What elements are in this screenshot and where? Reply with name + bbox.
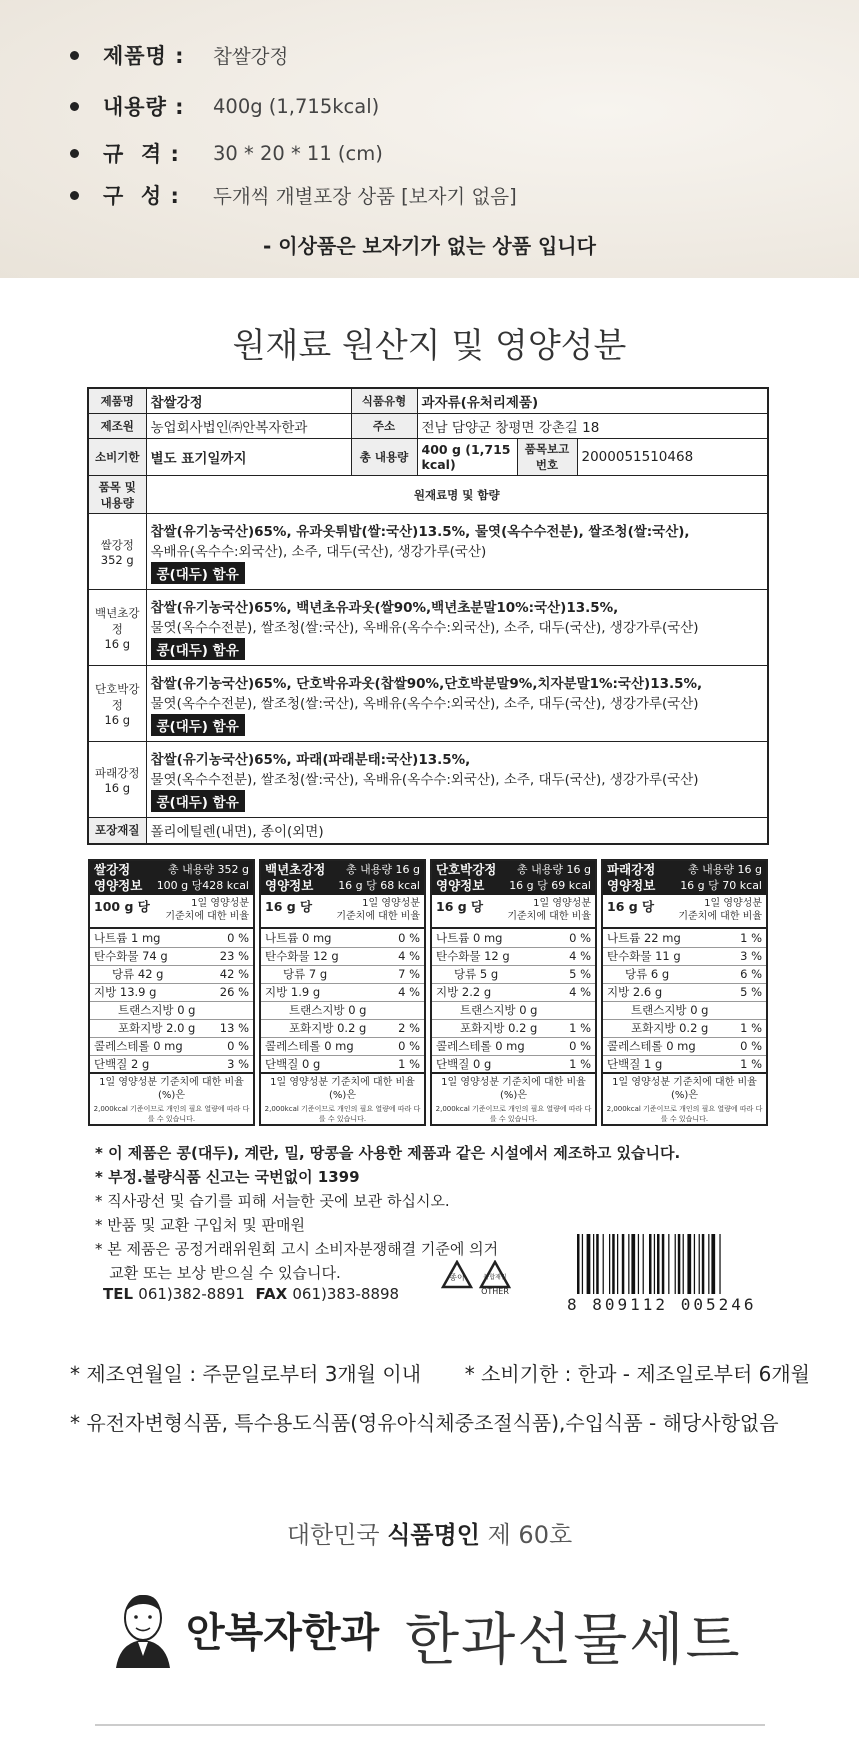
nutrient-name: 지방 13.9 g: [94, 985, 157, 1000]
ingredient-line: 물엿(옥수수전분), 쌀조청(쌀:국산), 옥배유(옥수수:외국산), 소주, 대두(국산), 생강가루(국산): [150, 695, 699, 712]
barcode-bar: [711, 1234, 715, 1294]
item-amount: 16 g: [104, 636, 131, 651]
recycle-paper-icon: [440, 1260, 474, 1283]
nutrition-total: 총 내용량 352 g: [168, 863, 249, 876]
nutrition-per: [261, 895, 424, 929]
barcode-bar: [582, 1234, 583, 1294]
bottom-divider: [95, 1724, 765, 1726]
nutrition-header: [432, 861, 595, 895]
nutrient-percent: 7 %: [398, 967, 420, 982]
nutrient-name: 탄수화물 11 g: [607, 949, 681, 964]
nutrition-panels: [88, 859, 768, 1126]
ingredient-line: 물엿(옥수수전분), 쌀조청(쌀:국산), 옥배유(옥수수:외국산), 소주, 대두(국산), 생강가루(국산): [150, 619, 699, 636]
product-name-label: 제품명 :: [103, 44, 185, 68]
brand-logo: [110, 1590, 379, 1668]
ingredient-line: 찹쌀(유기농국산)65%, 파래(파래분태:국산)13.5%,: [150, 751, 471, 768]
nutrient-name: 콜레스테롤 0 mg: [94, 1039, 183, 1054]
fax-number: 061)383-8898: [292, 1285, 400, 1303]
barcode-bar: [675, 1234, 676, 1294]
barcode-bar: [649, 1234, 652, 1294]
item-name: 단호박강정: [95, 681, 140, 712]
nutrient-name: 나트륨 0 mg: [265, 930, 332, 945]
nutrient-percent: 0 %: [569, 1039, 591, 1054]
recycle-other-top: 복합재질: [483, 1274, 507, 1281]
brand-wordmark: 안복자한과: [186, 1608, 380, 1656]
barcode-bar: [596, 1234, 599, 1294]
cell-label: 주소: [351, 414, 417, 439]
product-name-row: [70, 40, 288, 70]
nutrition-header: [603, 861, 766, 895]
nutrition-row: [432, 1002, 595, 1020]
nutrient-name: 당류 5 g: [454, 967, 499, 982]
nutrition-totals: [157, 862, 249, 894]
cell-label: 품목보고번호: [517, 439, 577, 476]
nutrition-row: [603, 1038, 766, 1056]
item-name: 백년초강정: [95, 605, 140, 636]
bullet-dot: [70, 191, 79, 200]
nutrient-percent: 1 %: [398, 1056, 420, 1071]
nutrient-percent: 26 %: [219, 985, 249, 1000]
allergen-badge: 콩(대두) 함유: [151, 638, 245, 660]
nutrient-percent: 0 %: [740, 1039, 762, 1054]
barcode-bar: [702, 1234, 705, 1294]
nutrient-name: 포화지방 2.0 g: [118, 1021, 196, 1036]
nutrition-row: [603, 1002, 766, 1020]
cell-label: 품목 및 내용량: [88, 476, 146, 514]
ingredients-header: 원재료명 및 함량: [146, 476, 768, 514]
nutrition-row: [90, 984, 253, 1002]
barcode-bar: [683, 1234, 684, 1294]
nutrient-name: 당류 42 g: [112, 967, 164, 982]
cell-expiry: 별도 표기일까지: [146, 439, 351, 476]
barcode-bar: [687, 1234, 691, 1294]
content-row: [70, 91, 379, 121]
barcode-bar: [631, 1234, 635, 1294]
nutrient-percent: 0 %: [569, 930, 591, 945]
nutrition-row: [90, 1038, 253, 1056]
nutrition-row: [90, 929, 253, 947]
nutrient-name: 단백질 0 g: [265, 1056, 321, 1071]
nutrient-percent: 4 %: [398, 949, 420, 964]
nutrition-row: [90, 948, 253, 966]
nutrient-percent: 3 %: [227, 1056, 249, 1071]
nutrition-title: 백년초강정 영양정보: [265, 862, 326, 893]
ingredient-cell: [146, 742, 768, 818]
nutrition-panel: [601, 859, 768, 1126]
nutrition-totals: [680, 862, 762, 894]
nutrition-row: [261, 1020, 424, 1038]
nutrient-name: 트랜스지방 0 g: [118, 1003, 196, 1018]
nutrient-percent: 0 %: [227, 930, 249, 945]
nutrient-percent: 5 %: [740, 985, 762, 1000]
barcode-bar: [719, 1234, 720, 1294]
note-line: 교환 또는 보상 받으실 수 있습니다.: [95, 1264, 341, 1282]
nutrition-row: [603, 1056, 766, 1074]
nutrient-percent: 23 %: [219, 949, 249, 964]
nutrition-row: [603, 984, 766, 1002]
nutrition-std-label: 1일 영양성분 기준치에 대한 비율: [165, 898, 249, 922]
nutrient-name: 콜레스테롤 0 mg: [607, 1039, 696, 1054]
bullet-dot: [70, 102, 79, 111]
nutrition-footer: 1일 영양성분 기준치에 대한 비율(%)은: [441, 1076, 586, 1101]
item-name: 파래강정: [95, 765, 140, 780]
nutrition-row: [432, 1056, 595, 1074]
barcode-bar: [622, 1234, 625, 1294]
cell-label: 포장재질: [88, 818, 146, 844]
barcode-bar: [577, 1234, 580, 1294]
nutrient-percent: 1 %: [740, 1021, 762, 1036]
size-label: 규 격 :: [103, 142, 180, 166]
contact-line: [103, 1285, 399, 1303]
nutrition-per-amount: 100 g 당: [94, 899, 150, 914]
ingredient-table: [87, 387, 769, 845]
ingredient-cell: [146, 514, 768, 590]
nutrient-name: 지방 2.6 g: [607, 985, 663, 1000]
cell-label: 제품명: [88, 388, 146, 414]
cell-label: 총 내용량: [351, 439, 417, 476]
nutrition-panel: [259, 859, 426, 1126]
note-line: * 본 제품은 공정거래위원회 고시 소비자분쟁해결 기준에 의거: [95, 1240, 499, 1258]
nutrient-name: 탄수화물 12 g: [436, 949, 510, 964]
barcode-bar: [694, 1234, 695, 1294]
nutrient-percent: 5 %: [569, 967, 591, 982]
nutrient-name: 나트륨 22 mg: [607, 930, 681, 945]
item-cell: [88, 742, 146, 818]
ingredient-cell: [146, 590, 768, 666]
nutrition-footer: 1일 영양성분 기준치에 대한 비율(%)은: [99, 1076, 244, 1101]
nutrient-percent: 4 %: [569, 985, 591, 1000]
nutrition-std-label: 1일 영양성분 기준치에 대한 비율: [336, 898, 420, 922]
bullet-dot: [70, 51, 79, 60]
cell-total: 400 g (1,715 kcal): [417, 439, 517, 476]
nutrient-percent: 2 %: [398, 1021, 420, 1036]
content-label: 내용량 :: [103, 95, 185, 119]
barcode-number: 8 809112 005246: [567, 1295, 757, 1314]
nutrient-percent: 3 %: [740, 949, 762, 964]
nutrient-percent: 6 %: [740, 967, 762, 982]
tel-label: TEL: [103, 1285, 134, 1303]
nutrition-footer: 1일 영양성분 기준치에 대한 비율(%)은: [270, 1076, 415, 1101]
food-meister-line: [0, 1515, 859, 1550]
barcode-bar: [654, 1234, 655, 1294]
nutrition-row: [261, 948, 424, 966]
item-cell: [88, 590, 146, 666]
ingredient-cell: [146, 666, 768, 742]
barcode-bar: [678, 1234, 681, 1294]
nutrition-row: [432, 984, 595, 1002]
nutrition-footer: 1일 영양성분 기준치에 대한 비율(%)은: [612, 1076, 757, 1101]
nutrition-header: [90, 861, 253, 895]
nutrient-percent: 1 %: [569, 1021, 591, 1036]
nutrition-total: 총 내용량 16 g: [517, 863, 591, 876]
nutrition-row: [90, 1056, 253, 1074]
nutrition-footer-small: 2,000kcal 기준이므로 개인의 필요 열량에 따라 다를 수 있습니다.: [264, 1104, 421, 1123]
nutrition-row: [90, 1020, 253, 1038]
nutrition-row: [603, 1020, 766, 1038]
nutrition-row: [90, 1002, 253, 1020]
nutrition-row: [603, 929, 766, 947]
barcode-bar: [593, 1234, 594, 1294]
nutrient-name: 탄수화물 74 g: [94, 949, 168, 964]
nutrition-row: [261, 929, 424, 947]
dates-line: [70, 1358, 810, 1387]
allergen-badge: 콩(대두) 함유: [151, 562, 245, 584]
nutrient-percent: 1 %: [740, 930, 762, 945]
item-name: 쌀강정: [100, 537, 134, 552]
composition-row: [70, 180, 517, 210]
ingredient-line: 찹쌀(유기농국산)65%, 백년초유과옷(쌀90%,백년초분말10%:국산)13.5%,: [150, 599, 619, 616]
barcode-bar: [662, 1234, 665, 1294]
recycle-other-label: OTHER: [481, 1287, 509, 1296]
note-line: * 부정.불량식품 신고는 국번없이 1399: [95, 1168, 360, 1186]
nutrient-percent: 42 %: [219, 967, 249, 982]
section-title: 원재료 원산지 및 영양성분: [232, 326, 627, 366]
nutrient-name: 당류 6 g: [625, 967, 670, 982]
size-row: [70, 138, 383, 168]
fax-label: FAX: [255, 1285, 288, 1303]
nutrition-totals: [509, 862, 591, 894]
nutrient-name: 단백질 1 g: [607, 1056, 663, 1071]
ingredient-line: 옥배유(옥수수:외국산), 소주, 대두(국산), 생강가루(국산): [150, 543, 487, 560]
meister-prefix: 대한민국: [286, 1521, 380, 1549]
nutrition-row: [90, 966, 253, 984]
barcode-bar: [617, 1234, 618, 1294]
barcode-bar: [643, 1234, 644, 1294]
nutrient-name: 포화지방 0.2 g: [289, 1021, 367, 1036]
allergen-badge: 콩(대두) 함유: [151, 714, 245, 736]
meister-title: 식품명인: [387, 1521, 480, 1549]
item-amount: 16 g: [104, 780, 131, 795]
note-line: * 이 제품은 콩(대두), 계란, 밀, 땅콩을 사용한 제품과 같은 시설에서 제조하고 있습니다.: [95, 1144, 681, 1162]
nutrient-name: 포화지방 0.2 g: [631, 1021, 709, 1036]
allergen-badge: 콩(대두) 함유: [151, 790, 245, 812]
cell-maker: 농업회사법인㈜안복자한과: [146, 414, 351, 439]
cell-food-type: 과자류(유처리제품): [417, 388, 768, 414]
nutrition-row: [432, 966, 595, 984]
tel-number: 061)382-8891: [138, 1285, 245, 1303]
nutrition-totals: [338, 862, 420, 894]
nutrient-percent: 0 %: [398, 1039, 420, 1054]
founder-portrait-icon: [110, 1590, 176, 1668]
nutrition-row: [432, 1020, 595, 1038]
nutrient-percent: 0 %: [227, 1039, 249, 1054]
nutrition-total: 총 내용량 16 g: [346, 863, 420, 876]
cell-label: 식품유형: [351, 388, 417, 414]
nutrition-panel: [430, 859, 597, 1126]
nutrient-name: 포화지방 0.2 g: [460, 1021, 538, 1036]
barcode-bar: [668, 1234, 669, 1294]
nutrition-footer-small: 2,000kcal 기준이므로 개인의 필요 열량에 따라 다를 수 있습니다.: [435, 1104, 592, 1123]
nutrition-panel: [88, 859, 255, 1126]
nutrient-name: 나트륨 0 mg: [436, 930, 503, 945]
nutrition-row: [261, 1002, 424, 1020]
nutrient-name: 콜레스테롤 0 mg: [265, 1039, 354, 1054]
recycle-other-icon: [478, 1260, 512, 1296]
no-wrapping-notice: - 이상품은 보자기가 없는 상품 입니다: [263, 234, 596, 258]
nutrition-per: [603, 895, 766, 929]
nutrient-name: 탄수화물 12 g: [265, 949, 339, 964]
cell-address: 전남 담양군 창평면 강촌길 18: [417, 414, 768, 439]
ingredient-line: 찹쌀(유기농국산)65%, 유과옷튀밥(쌀:국산)13.5%, 물엿(옥수수전분), 쌀조청(쌀:국산),: [150, 523, 690, 540]
barcode-bar: [587, 1234, 591, 1294]
nutrient-name: 나트륨 1 mg: [94, 930, 161, 945]
barcode-bar: [699, 1234, 700, 1294]
ingredient-line: 물엿(옥수수전분), 쌀조청(쌀:국산), 옥배유(옥수수:외국산), 소주, 대두(국산), 생강가루(국산): [150, 771, 699, 788]
nutrition-per-amount: 16 g 당: [436, 899, 484, 914]
nutrition-per: [432, 895, 595, 929]
nutrient-percent: 0 %: [398, 930, 420, 945]
manufacture-date: * 제조연월일 : 주문일로부터 3개월 이내: [70, 1362, 422, 1386]
nutrition-row: [261, 1038, 424, 1056]
nutrition-row: [261, 966, 424, 984]
barcode-bar: [612, 1234, 615, 1294]
nutrition-std-label: 1일 영양성분 기준치에 대한 비율: [507, 898, 591, 922]
item-cell: [88, 666, 146, 742]
nutrition-row: [603, 948, 766, 966]
barcode-bar: [708, 1234, 709, 1294]
nutrient-name: 지방 2.2 g: [436, 985, 492, 1000]
recycle-paper-label: 종이: [449, 1273, 465, 1282]
item-amount: 16 g: [104, 712, 131, 727]
cell-label: 소비기한: [88, 439, 146, 476]
item-amount: 352 g: [100, 552, 134, 567]
nutrition-row: [261, 1056, 424, 1074]
note-line: * 직사광선 및 습기를 피해 서늘한 곳에 보관 하십시오.: [95, 1192, 450, 1210]
nutrition-row: [603, 966, 766, 984]
nutrient-name: 단백질 2 g: [94, 1056, 150, 1071]
note-line: * 반품 및 교환 구입처 및 판매원: [95, 1216, 305, 1234]
nutrition-row: [432, 948, 595, 966]
cell-product-name: 찹쌀강정: [146, 388, 351, 414]
nutrition-title: 단호박강정 영양정보: [436, 862, 497, 893]
nutrition-row: [261, 984, 424, 1002]
nutrition-per-amount: 16 g 당: [607, 899, 655, 914]
nutrition-row: [432, 1038, 595, 1056]
meister-number: 제 60호: [487, 1521, 573, 1549]
nutrient-name: 콜레스테롤 0 mg: [436, 1039, 525, 1054]
nutrient-percent: 4 %: [569, 949, 591, 964]
nutrient-name: 트랜스지방 0 g: [631, 1003, 709, 1018]
nutrition-kcal: 16 g 당 68 kcal: [338, 879, 420, 892]
nutrition-footer-small: 2,000kcal 기준이므로 개인의 필요 열량에 따라 다를 수 있습니다.: [606, 1104, 763, 1123]
barcode-bar: [603, 1234, 604, 1294]
nutrition-header: [261, 861, 424, 895]
shelf-life: * 소비기한 : 한과 - 제조일로부터 6개월: [464, 1362, 810, 1386]
nutrition-std-label: 1일 영양성분 기준치에 대한 비율: [678, 898, 762, 922]
nutrition-kcal: 16 g 당 70 kcal: [680, 879, 762, 892]
nutrient-name: 트랜스지방 0 g: [289, 1003, 367, 1018]
gmo-notice: * 유전자변형식품, 특수용도식품(영유아식체중조절식품),수입식품 - 해당사항없음: [70, 1411, 779, 1435]
nutrition-row: [432, 929, 595, 947]
set-title: 한과선물세트: [405, 1608, 742, 1673]
nutrient-percent: 13 %: [219, 1021, 249, 1036]
nutrient-percent: 1 %: [740, 1056, 762, 1071]
barcode-bar: [657, 1234, 660, 1294]
nutrient-name: 단백질 0 g: [436, 1056, 492, 1071]
barcode-bar: [628, 1234, 629, 1294]
nutrition-total: 총 내용량 16 g: [688, 863, 762, 876]
product-name-value: 찹쌀강정: [213, 45, 289, 68]
nutrition-footer-small: 2,000kcal 기준이므로 개인의 필요 열량에 따라 다를 수 있습니다.: [93, 1104, 250, 1123]
nutrition-title: 쌀강정 영양정보: [94, 862, 143, 893]
nutrition-title: 파래강정 영양정보: [607, 862, 656, 893]
item-cell: [88, 514, 146, 590]
composition-value: 두개씩 개별포장 상품 [보자기 없음]: [213, 185, 517, 208]
nutrient-name: 지방 1.9 g: [265, 985, 321, 1000]
nutrient-percent: 1 %: [569, 1056, 591, 1071]
nutrient-percent: 4 %: [398, 985, 420, 1000]
bullet-dot: [70, 149, 79, 158]
nutrient-name: 트랜스지방 0 g: [460, 1003, 538, 1018]
ingredient-line: 찹쌀(유기농국산)65%, 단호박유과옷(찹쌀90%,단호박분말9%,치자분말1%:국산)13.5%,: [150, 675, 703, 692]
nutrition-per: [90, 895, 253, 929]
nutrition-per-amount: 16 g 당: [265, 899, 313, 914]
content-value: 400g (1,715kcal): [213, 94, 380, 118]
nutrition-kcal: 16 g 당 69 kcal: [509, 879, 591, 892]
size-value: 30 * 20 * 11 (cm): [213, 141, 383, 165]
cell-packaging: 폴리에틸렌(내면), 종이(외면): [146, 818, 768, 844]
cell-report-number: 2000051510468: [577, 439, 768, 476]
composition-label: 구 성 :: [103, 184, 180, 208]
barcode-bar: [609, 1234, 610, 1294]
nutrition-kcal: 100 g 당428 kcal: [156, 879, 249, 892]
nutrient-name: 당류 7 g: [283, 967, 328, 982]
barcode-bar: [638, 1234, 639, 1294]
cell-label: 제조원: [88, 414, 146, 439]
